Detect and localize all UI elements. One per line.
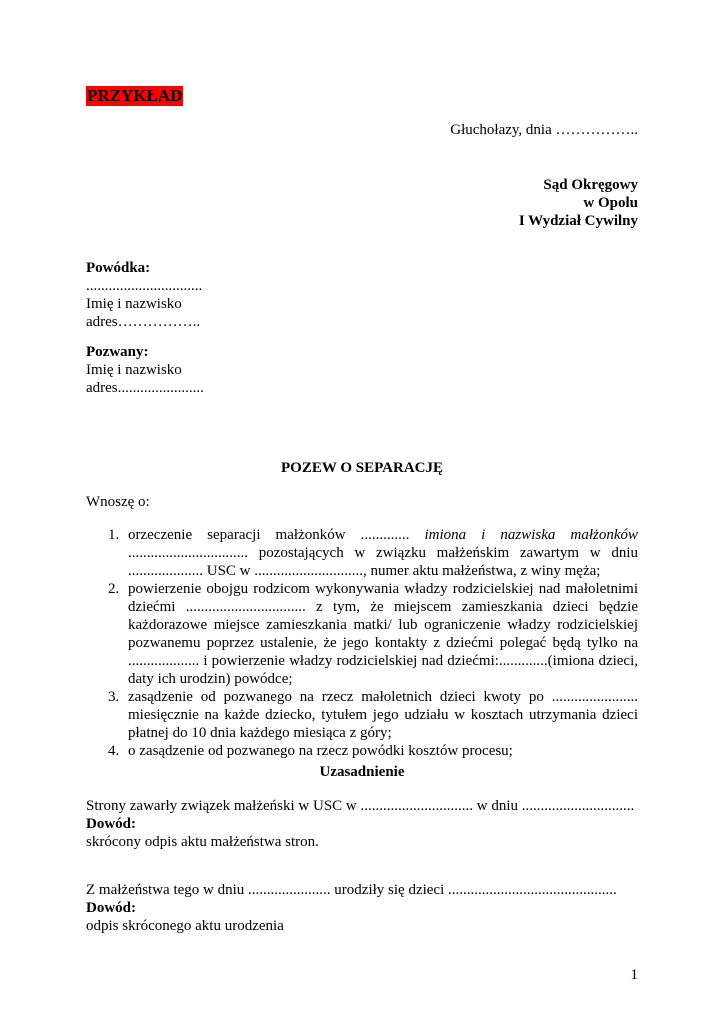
list-item-number: 2.	[108, 581, 120, 597]
place-date: Głuchołazy, dnia ……………..	[450, 122, 638, 138]
justification-heading: Uzasadnienie	[319, 764, 405, 780]
plaintiff-label: Powódka:	[86, 260, 151, 276]
list-item-italic: imiona i nazwiska małżonków	[424, 527, 638, 543]
document-title: POZEW O SEPARACJĘ	[281, 460, 443, 476]
intro-text: Wnoszę o:	[86, 494, 150, 510]
evidence-label-1: Dowód:	[86, 816, 137, 832]
example-badge: PRZYKŁAD	[87, 86, 183, 105]
justification-paragraph-2: Z małżeństwa tego w dniu ...................... urodziły się dzieci .............................................	[86, 882, 617, 898]
evidence-label-2: Dowód:	[86, 900, 137, 916]
plaintiff-blank: ...............................	[86, 278, 203, 294]
list-item-text-cont: ................................ pozostających w związku małżeńskim zawartym w dniu .................... USC w ............................., numer aktu małżeństwa, z winy męża;	[128, 545, 638, 579]
plaintiff-address: adres……………..	[86, 314, 201, 330]
justification-paragraph-1: Strony zawarły związek małżeński w USC w .............................. w dniu ..............................	[86, 798, 635, 814]
list-item	[86, 742, 638, 760]
evidence-text-1: skrócony odpis aktu małżeństwa stron.	[86, 834, 319, 850]
defendant-address: adres.......................	[86, 380, 204, 396]
list-item	[86, 688, 638, 742]
plaintiff-name: Imię i nazwisko	[86, 296, 182, 312]
list-item-text: o zasądzenie od pozwanego na rzecz powódki kosztów procesu;	[128, 743, 513, 759]
evidence-text-2: odpis skróconego aktu urodzenia	[86, 918, 284, 934]
requests-list	[86, 526, 638, 760]
list-item-number: 4.	[108, 743, 120, 759]
defendant-label: Pozwany:	[86, 344, 149, 360]
court-name: Sąd Okręgowy	[543, 177, 638, 193]
list-item-number: 1.	[108, 527, 120, 543]
court-division: I Wydział Cywilny	[518, 213, 638, 229]
list-item-text: powierzenie obojgu rodzicom wykonywania władzy rodzicielskiej nad małoletnimi dziećmi ................................ z tym, że miejscem zamieszkania dzieci będzie każdorazowe miejsce zamieszkania matki/ lub ograniczenie władzy rodzicielskiej pozwanemu poprzez ustalenie, że jego kontakty z dziećmi polegać będą tylko na ................... i powierzenie władzy rodzicielskiej nad dziećmi:.............(imiona dzieci, daty ich urodzin) powódce;	[128, 581, 638, 687]
defendant-name: Imię i nazwisko	[86, 362, 182, 378]
list-item	[86, 580, 638, 688]
list-item-text: orzeczenie separacji małżonków .............	[128, 527, 425, 543]
court-city: w Opolu	[583, 195, 638, 211]
list-item	[86, 526, 638, 580]
list-item-text: zasądzenie od pozwanego na rzecz małoletnich dzieci kwoty po ....................... miesięcznie na każde dziecko, tytułem jego udziału w kosztach utrzymania dzieci płatnej do 10 dnia każdego miesiąca z góry;	[128, 689, 638, 741]
list-item-number: 3.	[108, 689, 120, 705]
page-number: 1	[630, 967, 638, 983]
